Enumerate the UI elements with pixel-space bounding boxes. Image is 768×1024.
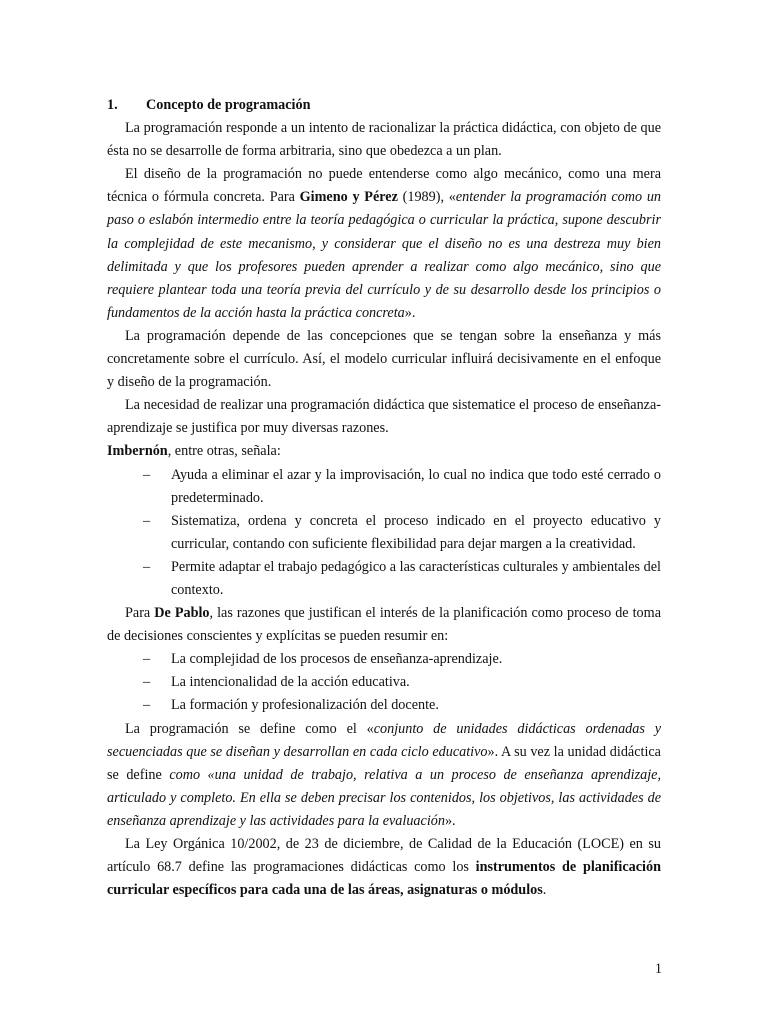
dash-bullet: – [143,674,151,691]
paragraph-5: Imbernón, entre otras, señala: [107,443,281,460]
section-heading [107,94,661,117]
quote-unidad-didactica: como «una unidad de trabajo, relativa a un proceso de enseñanza aprendizaje, articulado y completo. En ella se deben precisar los contenidos, los objetivos, las actividades de enseñanza aprendizaje y las actividades para la evaluación [107,766,661,829]
paragraph-1: La programación responde a un intento de racionalizar la práctica didáctica, con objeto de que ésta no se desarrolle de forma arbitraria, sino que obedezca a un plan. [107,120,661,160]
dash-bullet: – [143,558,151,575]
dash-bullet: – [143,512,151,529]
list-item: – La complejidad de los procesos de enseñanza-aprendizaje. [107,648,661,671]
author-gimeno-perez: Gimeno y Pérez [299,189,398,206]
page-content [107,94,661,902]
list-item: – Ayuda a eliminar el azar y la improvisación, lo cual no indica que todo esté cerrado o predeterminado. [107,464,661,510]
paragraph-2: El diseño de la programación no puede entenderse como algo mecánico, como una mera técnica o fórmula concreta. Para Gimeno y Pérez (1989), «entender la programación como un paso o eslabón intermedio entre la teoría pedagógica o curricular la práctica, supone descubrir la complejidad de este mecanismo, y considerar que el diseño no es una destreza muy bien delimitada y que los profesores pueden aprender a realizar como algo mecánico, sino que requiere plantear toda una teoría previa del currículo y de su desarrollo desde los principios o fundamentos de la acción hasta la práctica concreta». [107,166,662,321]
section-title: Concepto de programación [146,97,311,113]
quote-gimeno-perez: entender la programación como un paso o eslabón intermedio entre la teoría pedagógica o curricular la práctica, supone descubrir la complejidad de este mecanismo, y considerar que el diseño no es una destreza muy bien delimitada y que los profesores pueden aprender a realizar como algo mecánico, sino que requiere plantear toda una teoría previa del currículo y de su desarrollo desde los principios o fundamentos de la acción hasta la práctica concreta [107,189,662,321]
dash-bullet: – [143,651,151,668]
list-item: – Permite adaptar el trabajo pedagógico a las características culturales y ambientales del contexto. [107,556,661,602]
paragraph-6: Para De Pablo, las razones que justifican el interés de la planificación como proceso de toma de decisiones conscientes y explícitas se pueden resumir en: [107,605,661,645]
imbernon-list [107,464,661,603]
list-item: – La intencionalidad de la acción educativa. [107,671,661,694]
author-de-pablo: De Pablo [154,605,210,622]
paragraph-7: La programación se define como el «conjunto de unidades didácticas ordenadas y secuenciadas que se diseñan y desarrollan en cada ciclo educativo». A su vez la unidad didáctica se define como «una unidad de trabajo, relativa a un proceso de enseñanza aprendizaje, articulado y completo. En ella se deben precisar los contenidos, los objetivos, las actividades de enseñanza aprendizaje y las actividades para la evaluación». [107,720,661,829]
quote-programacion: conjunto de unidades didácticas ordenadas y secuenciadas que se diseñan y desarrollan en cada ciclo educativo [107,720,661,760]
dash-bullet: – [143,697,151,714]
list-item: – Sistematiza, ordena y concreta el proceso indicado en el proyecto educativo y curricular, contando con suficiente flexibilidad para dejar margen a la creatividad. [107,510,661,556]
paragraph-3: La programación depende de las concepciones que se tengan sobre la enseñanza y más concretamente sobre el currículo. Así, el modelo curricular influirá decisivamente en el enfoque y diseño de la programación. [107,327,661,391]
author-imbernon: Imbernón [107,443,168,460]
page-number: 1 [654,961,662,977]
paragraph-8: La Ley Orgánica 10/2002, de 23 de diciembre, de Calidad de la Educación (LOCE) en su artículo 68.7 define las programaciones didácticas como los instrumentos de planificación curricular específicos para cada una de las áreas, asignaturas o módulos. [107,836,661,899]
paragraph-4: La necesidad de realizar una programación didáctica que sistematice el proceso de enseñanza-aprendizaje se justifica por muy diversas razones. [107,397,661,437]
list-item: – La formación y profesionalización del docente. [107,694,661,717]
de-pablo-list [107,648,661,717]
dash-bullet: – [143,466,151,483]
loce-definition: instrumentos de planificación curricular específicos para cada una de las áreas, asignaturas o módulos [107,859,661,899]
section-number: 1. [107,97,118,113]
